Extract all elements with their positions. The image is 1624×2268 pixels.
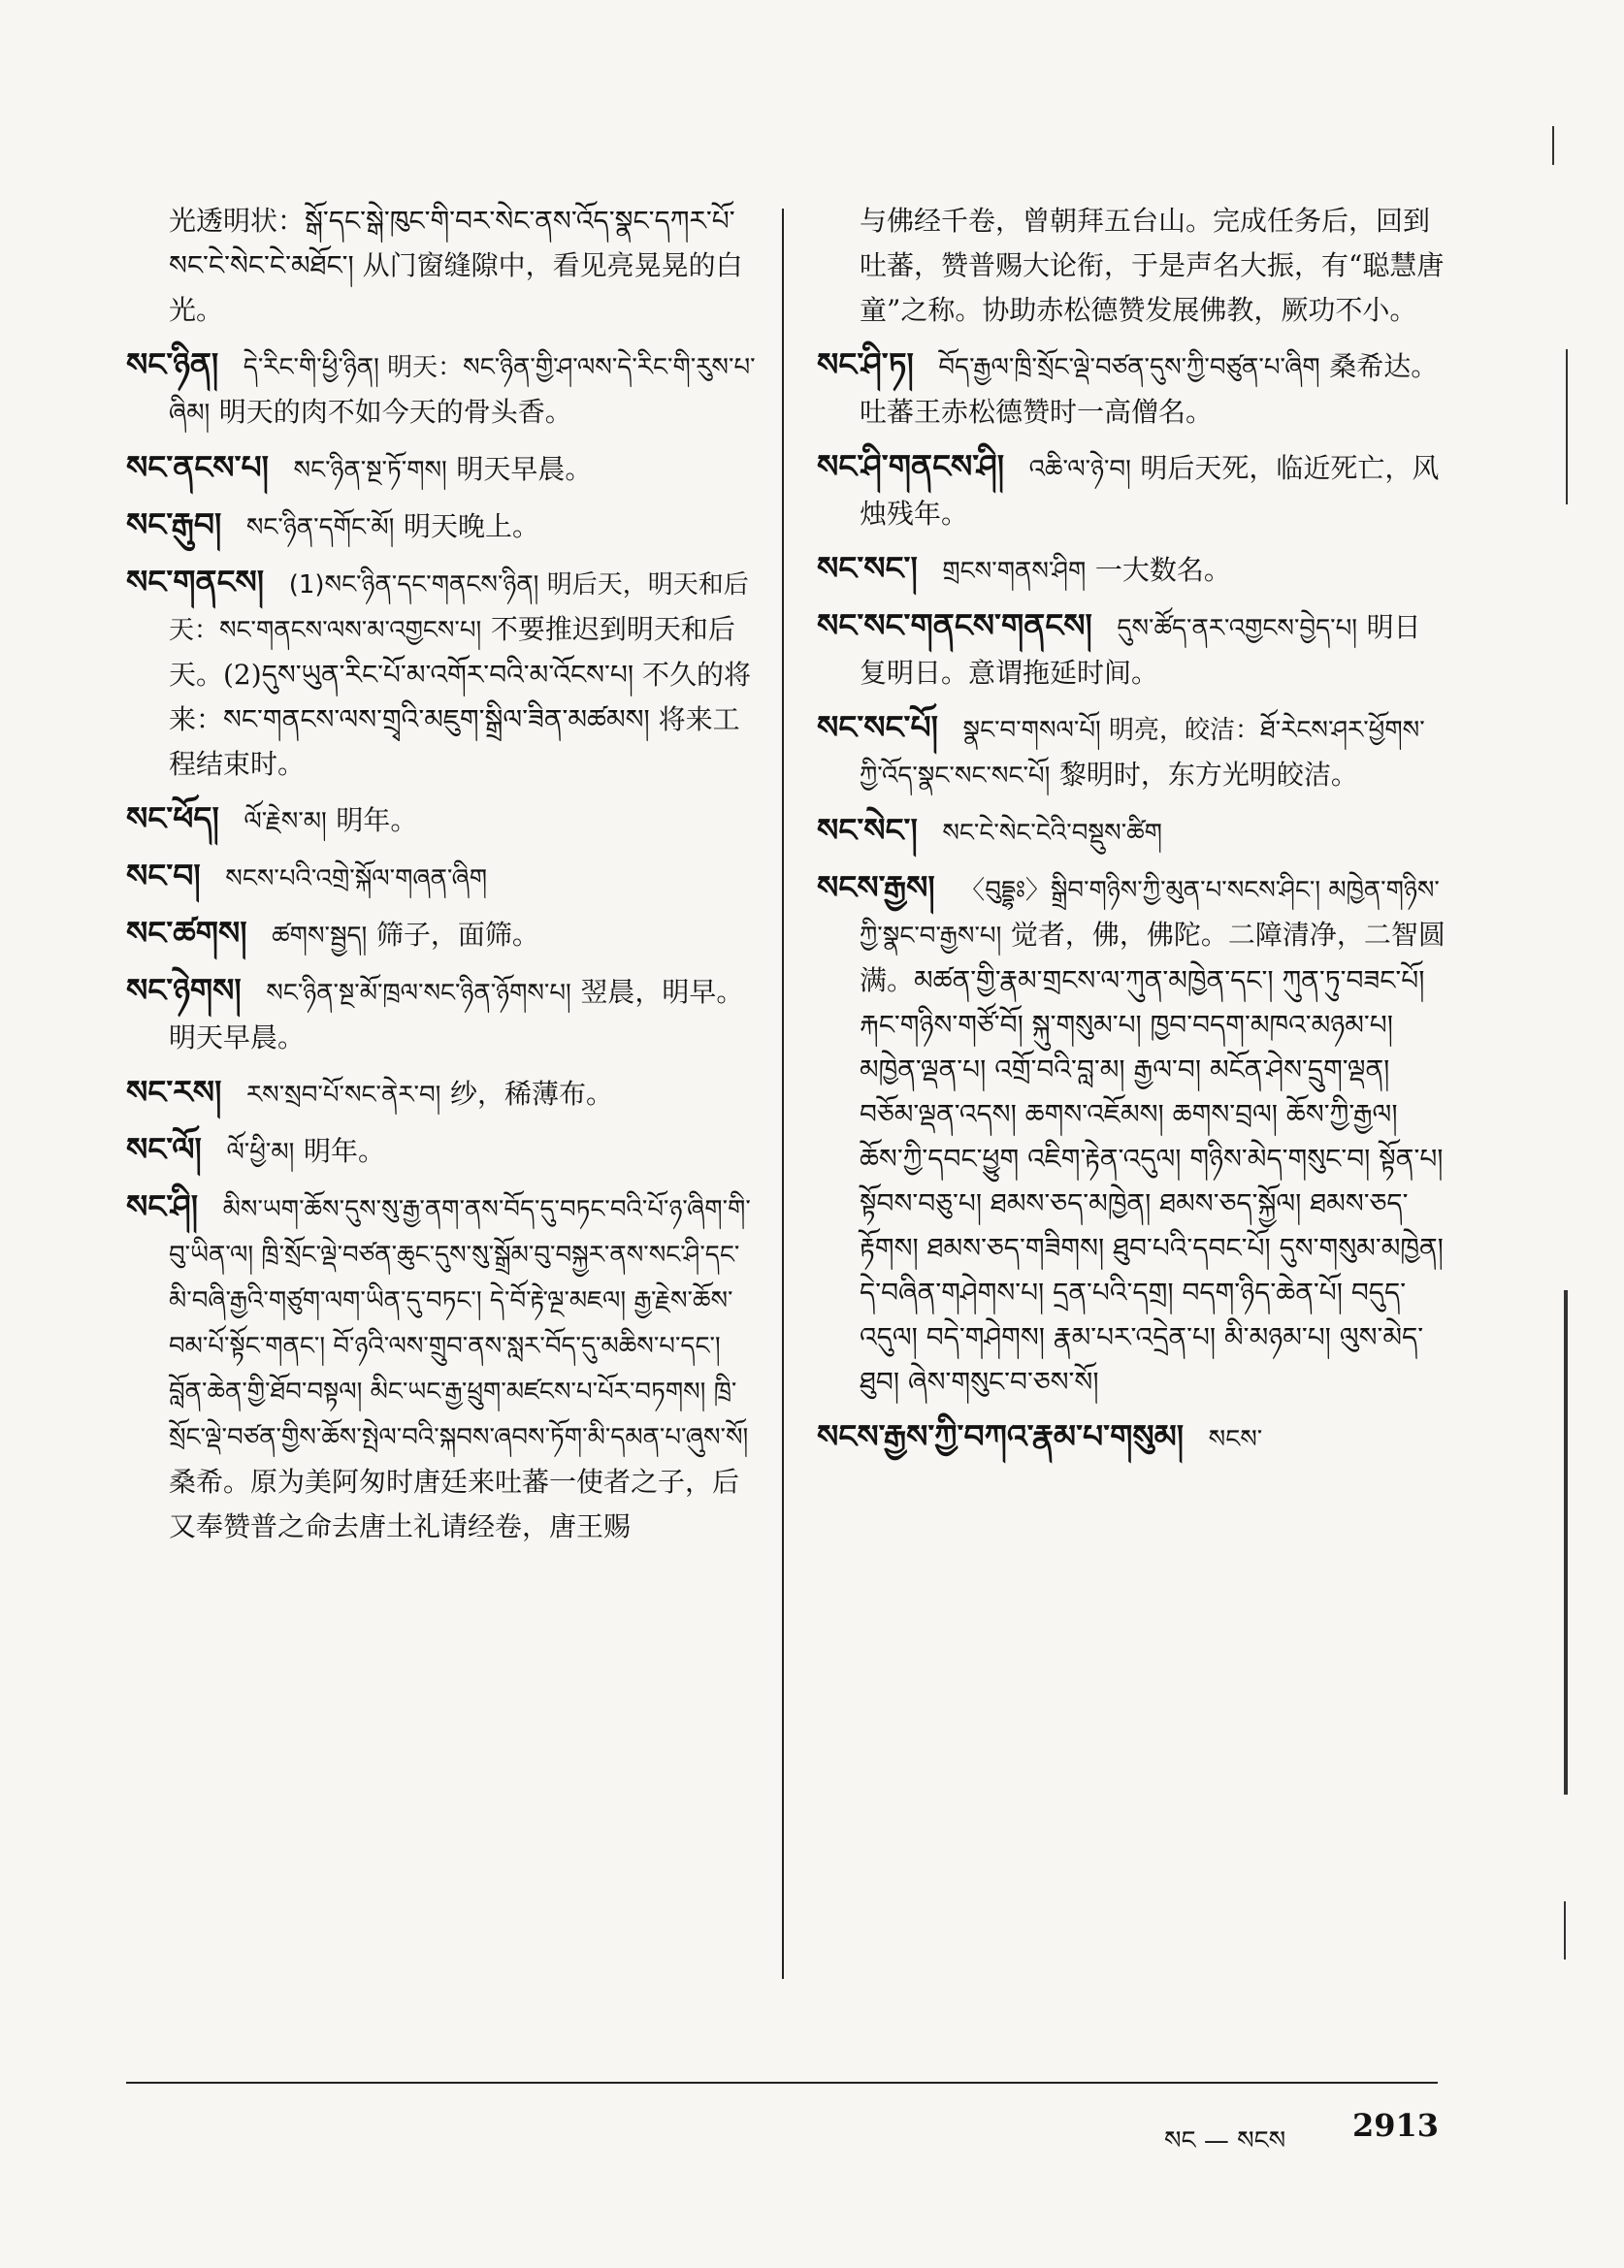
left-column bbox=[126, 199, 757, 1559]
entry-chinese-definition: 明后天死，临近死亡，风烛残年。 bbox=[860, 452, 1440, 530]
entry-headword: སང་ཤི་ཏ། bbox=[817, 345, 914, 383]
entry-chinese-definition: 光透明状：སྒོ་དང་སྒེ་ཁུང་གི་བར་སེང་ནས་འོད་སྣང་དཀར་པོ་སང་ངེ་སེང་ངེ་མཐོང་། 从门窗缝隙中，看见亮晃晃的白光。 bbox=[169, 205, 743, 326]
dictionary-entry bbox=[817, 444, 1447, 536]
entry-tibetan-definition: བོད་རྒྱལ་ཁྲི་སྲོང་ལྡེ་བཙན་དུས་ཀྱི་བཙུན་པ་ཞིག bbox=[938, 353, 1320, 382]
dictionary-entry bbox=[817, 1414, 1447, 1462]
entry-tibetan-definition: སང་ཉིན་སྔ་ཏོ་གས། bbox=[293, 456, 447, 485]
entry-chinese-definition: 筛子，面筛。 bbox=[375, 919, 539, 951]
footer-rule bbox=[126, 2082, 1438, 2084]
entry-tibetan-definition: ལོ་རྗེས་མ། bbox=[244, 807, 327, 836]
dictionary-entry bbox=[817, 705, 1447, 798]
entry-chinese-definition: 明年。 bbox=[303, 1135, 385, 1167]
entry-chinese-definition: 明天的肉不如今天的骨头香。 bbox=[218, 396, 572, 428]
dictionary-entry bbox=[817, 546, 1447, 594]
entry-headword: སང་ཉེགས། bbox=[126, 971, 242, 1009]
entry-headword: སང་སང་། bbox=[817, 549, 918, 587]
entry-continuation bbox=[126, 199, 757, 333]
entry-chinese-definition: 纱，稀薄布。 bbox=[449, 1078, 613, 1110]
entry-tibetan-definition: སང་ངེ་སེང་ངེའི་བསྡུས་ཚིག bbox=[942, 819, 1162, 848]
dictionary-entry bbox=[126, 854, 757, 901]
entry-tibetan-definition: རས་སྲབ་པོ་སང་ནེར་བ། bbox=[245, 1081, 441, 1110]
scan-edge-mark bbox=[1564, 1290, 1568, 1795]
entry-tibetan-definition: དུས་ཚོད་ནར་འགྱངས་བྱེད་པ། bbox=[1117, 614, 1358, 643]
entry-chinese-definition: 与佛经千卷，曾朝拜五台山。完成任务后，回到吐蕃，赞普赐大论衔，于是声名大振，有“聪慧唐童”之称。协助赤松德赞发展佛教，厥功不小。 bbox=[860, 205, 1445, 326]
dictionary-entry bbox=[817, 603, 1447, 696]
entry-headword: སང་གནངས། bbox=[126, 563, 265, 600]
dictionary-entry bbox=[126, 502, 757, 550]
entry-chinese-definition: 一大数名。 bbox=[1094, 554, 1231, 586]
entry-chinese-definition: 黎明时，东方光明皎洁。 bbox=[1058, 759, 1358, 791]
entry-continuation bbox=[817, 199, 1447, 333]
dictionary-entry bbox=[817, 342, 1447, 435]
dictionary-entry bbox=[817, 865, 1447, 1405]
entry-chinese-definition: 桑希达。吐蕃王赤松德赞时一高僧名。 bbox=[860, 350, 1439, 428]
dictionary-entry bbox=[126, 445, 757, 493]
entry-tibetan-definition: དེ་རིང་གི་ཕྱི་ཉིན། 明天：སང་ཉིན་གྱི་ཤ་ལས་དེ་རིང་གི་རུས་པ་ཞིམ། bbox=[169, 353, 756, 428]
dictionary-entry bbox=[126, 796, 757, 844]
entry-chinese-definition: 明年。 bbox=[336, 804, 418, 836]
right-column bbox=[817, 199, 1447, 1472]
entry-headword: སང་ཚགས། bbox=[126, 914, 247, 952]
footer-headword-range: སང — སངས bbox=[1164, 2126, 1286, 2155]
entry-headword: སངས་རྒྱས། bbox=[817, 868, 935, 906]
dictionary-entry bbox=[126, 560, 757, 787]
entry-headword: སང་སང་པོ། bbox=[817, 708, 938, 746]
entry-tibetan-definition: ཚགས་སྦྱད། bbox=[272, 922, 368, 951]
entry-chinese-definition: 明日复明日。意谓拖延时间。 bbox=[860, 611, 1421, 689]
dictionary-entry bbox=[126, 342, 757, 436]
entry-tibetan-definition: 〈བུདྡྷཿ〉སྒྲིབ་གཉིས་ཀྱི་མུན་པ་སངས་ཤིང་། མཁྱེན་གཉིས་ཀྱི་སྣང་བ་རྒྱས་པ། bbox=[860, 876, 1440, 951]
entry-tibetan-definition: འཆི་ལ་ཉེ་བ། bbox=[1028, 455, 1131, 484]
scan-edge-mark bbox=[1564, 1901, 1566, 1960]
entry-tibetan-definition: སངས་པའི་འགྲེ་སྐོལ་གཞན་ཞིག bbox=[225, 864, 488, 893]
dictionary-entry bbox=[126, 1184, 757, 1549]
page-number: 2913 bbox=[1352, 2107, 1440, 2144]
entry-headword: སང་ཤི་གནངས་ཤི། bbox=[817, 447, 1005, 485]
dictionary-entry bbox=[126, 1127, 757, 1175]
entry-tibetan-definition: གྲངས་གནས་ཤིག bbox=[942, 557, 1087, 586]
entry-headword: སང་ལོ། bbox=[126, 1130, 202, 1168]
entry-headword: སང་ནངས་པ། bbox=[126, 448, 269, 486]
entry-chinese-definition: 觉者，佛，佛陀。二障清净，二智圆满。མཚན་གྱི་རྣམ་གྲངས་ལ་ཀུན་མཁྱེན་དང་། ཀུན་ཏུ་བཟང་པོ། རྐང་གཉིས་གཙོ་བོ། སྐུ་གསུམ་པ། ཁྱབ་བདག་མཁའ་མཉམ་པ། མཁྱེན་ལྡན་པ། འགྲོ་བའི་བླ་མ། རྒྱལ་བ། མངོན་ཤེས་དྲུག་ལྡན། བཅོམ་ལྡན་འདས། ཆགས་འཇོམས། ཆགས་བྲལ། ཆོས་ཀྱི་རྒྱལ། ཆོས་ཀྱི་དབང་ཕྱུག འཇིག་རྟེན་འདུལ། གཉིས་མེད་གསུང་བ། སྟོན་པ། སྟོབས་བཅུ་པ། ཐམས་ཅད་མཁྱེན། ཐམས་ཅད་སྐྱོལ། ཐམས་ཅད་རྟོགས། ཐམས་ཅད་གཟིགས། ཐུབ་པའི་དབང་པོ། དུས་གསུམ་མཁྱེན། དེ་བཞིན་གཤེགས་པ། དྲན་པའི་དགྲ། བདག་ཉིད་ཆེན་པོ། བདུད་འདུལ། བདེ་གཤེགས། རྣམ་པར་འདྲེན་པ། མི་མཉམ་པ། ལུས་མེད་ཐུབ། ཞེས་གསུང་བ་ཅས་སོ། bbox=[860, 919, 1445, 1398]
entry-tibetan-definition: (1)སང་ཉིན་དང་གནངས་ཉིན། 明后天，明天和后天：སང་གནངས་ལས་མ་འགྱངས་པ། bbox=[169, 570, 749, 645]
dictionary-entry bbox=[126, 911, 757, 958]
entry-headword: སང་ཤི། bbox=[126, 1187, 199, 1225]
entry-headword: སང་བ། bbox=[126, 857, 201, 894]
entry-chinese-definition: 桑希。原为美阿匆时唐廷来吐蕃一使者之子，后又奉赞普之命去唐土礼请经卷，唐王赐 bbox=[169, 1466, 740, 1542]
entry-chinese-definition: 不要推迟到明天和后天。(2)དུས་ཡུན་རིང་པོ་མ་འགོར་བའི་མ་འོངས་པ། 不久的将来：སང་གནངས་ལས་གྲྭའི་མཇུག་སྒྲིལ་ཟིན་མཚམས། 将来工程结束时。 bbox=[169, 613, 751, 780]
entry-tibetan-definition: མིས་ཡག་ཆོས་དུས་སུ་རྒྱ་ནག་ནས་བོད་དུ་བཏང་བའི་པོ་ཉ་ཞིག་གི་བུ་ཡིན་ལ། ཁྲི་སྲོང་ལྡེ་བཙན་ཆུང་དུས་སུ་སྒྲོམ་བུ་བསྐྱར་ནས་སང་ཤི་དང་མི་བཞི་རྒྱའི་གཙུག་ལག་ཡིན་དུ་བཏང་། དེ་བོ་རྟེ་ལྔ་མཇལ། རྒྱ་རྗེས་ཆོས་བམ་པོ་སྟོང་གནང་། བོ་ཉའི་ལས་གྲུབ་ནས་སླར་བོད་དུ་མཆིས་པ་དང་། བློན་ཆེན་གྱི་ཐོབ་བསྟལ། མིང་ཡང་རྒྱ་ཕྲུག་མཛངས་པ་པོར་བཏགས། ཁྲི་སྲོང་ལྡེ་བཙན་གྱིས་ཆོས་སྤེལ་བའི་སྐབས་ཞབས་ཏོག་མི་དམན་པ་ཞུས་སོ། bbox=[169, 1195, 751, 1452]
column-divider bbox=[782, 209, 784, 1979]
entry-tibetan-definition: ལོ་ཕྱི་མ། bbox=[226, 1138, 295, 1167]
entry-chinese-definition: 翌晨，明早。明天早晨。 bbox=[169, 976, 744, 1053]
dictionary-entry bbox=[817, 808, 1447, 856]
entry-tibetan-definition: སང་ཉིན་སྔ་མོ་ཁྲལ་སང་ཉིན་ཉོགས་པ། bbox=[266, 979, 571, 1008]
scan-edge-mark bbox=[1552, 126, 1554, 165]
entry-headword: སངས་རྒྱས་ཀྱི་བཀའ་རྣམ་པ་གསུམ། bbox=[817, 1417, 1185, 1455]
entry-headword: སང་སང་གནངས་གནངས། bbox=[817, 606, 1092, 644]
entry-tibetan-definition: སངས་ bbox=[1208, 1425, 1263, 1454]
entry-headword: སང་སེང་། bbox=[817, 811, 918, 849]
entry-chinese-definition: 明天早晨。 bbox=[456, 453, 593, 485]
scan-edge-mark bbox=[1566, 349, 1568, 504]
dictionary-entry bbox=[126, 968, 757, 1060]
entry-chinese-definition: 明天晚上。 bbox=[403, 510, 539, 542]
entry-tibetan-definition: སྣང་བ་གསལ་པོ། 明亮，皎洁：ཐོ་རེངས་ཤར་ཕྱོགས་ཀྱི་འོད་སྣང་སང་སང་པོ། bbox=[860, 716, 1425, 791]
entry-headword: སང་ཕོད། bbox=[126, 799, 219, 837]
entry-headword: སང་ཉིན། bbox=[126, 345, 219, 383]
dictionary-entry bbox=[126, 1070, 757, 1118]
entry-headword: སང་རྒུབ། bbox=[126, 505, 222, 543]
entry-tibetan-definition: སང་ཉིན་དགོང་མོ། bbox=[245, 513, 395, 542]
entry-headword: སང་རས། bbox=[126, 1073, 222, 1111]
